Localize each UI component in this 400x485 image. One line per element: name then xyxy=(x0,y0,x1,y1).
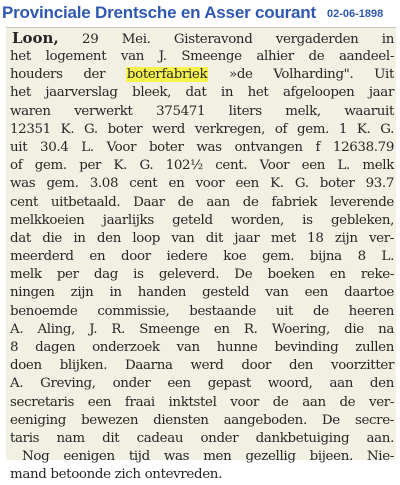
article-line: taris nam dit cadeau onder dankbetuiging aan. xyxy=(10,430,394,446)
article-line: ningen zijn in handen gesteld van een daartoe xyxy=(10,285,394,301)
article-line: 12351 K. G. boter werd verkregen, of gem. 1 K. G. xyxy=(10,121,394,137)
scanned-article xyxy=(6,27,396,483)
article-line: uit 30.4 L. Voor boter was ontvangen f 12638.79 xyxy=(10,139,394,155)
newspaper-title: Provinciale Drentsche en Asser courant xyxy=(2,3,316,22)
article-line: benoemde commissie, bestaande uit de heeren xyxy=(10,303,394,319)
article-line: melkkoeien jaarlijks geteld worden, is gebleken, xyxy=(10,212,394,228)
article-line: A. Aling, J. R. Smeenge en R. Woering, die na xyxy=(10,321,394,337)
article-line: secretaris een fraai inktstel voor de aan de ver- xyxy=(10,394,394,410)
clipping-header xyxy=(2,2,398,24)
article-text: 29 Mei. Gisteravond vergaderden in xyxy=(58,32,394,47)
article-text: »de Volharding". Uit xyxy=(208,67,394,83)
article-line: 8 dagen onderzoek van hunne bevinding zullen xyxy=(10,340,394,355)
article-line xyxy=(10,28,394,48)
article-line: het logement van J. Smeenge alhier de aandeel- xyxy=(10,49,394,64)
article-line: Nog eenigen tijd was men gezellig bijeen. Nie- xyxy=(22,449,394,465)
article-line: of gem. per K. G. 102½ cent. Voor een L. melk xyxy=(10,158,394,174)
publication-date: 02-06-1898 xyxy=(326,8,384,20)
article-line: A. Greving, onder een gepast woord, aan den xyxy=(10,376,394,392)
highlighted-search-term: boterfabriek xyxy=(126,67,208,83)
article-line: cent uitbetaald. Daar de aan de fabriek leverende xyxy=(10,194,394,210)
article-line: meerderd en door iedere koe gem. bijna 8 L. xyxy=(10,249,394,265)
article-body xyxy=(10,28,394,485)
article-line xyxy=(10,66,394,84)
article-line: eeniging bewezen diensten aangeboden. De secre- xyxy=(10,412,394,428)
article-dateline: Loon, xyxy=(12,29,59,47)
article-line: melk per dag is geleverd. De boeken en reke- xyxy=(10,267,394,283)
article-line: mand betoonde zich ontevreden. xyxy=(10,467,222,483)
article-line: het jaarverslag bleek, dat in het afgeloopen jaar xyxy=(10,85,394,101)
article-line: dat die in den loop van dit jaar met 18 zijn ver- xyxy=(10,230,394,246)
article-line: was gem. 3.08 cent en voor een K. G. boter 93.7 xyxy=(10,176,394,192)
article-line: waren verwerkt 375471 liters melk, waaruit xyxy=(10,103,394,119)
article-line: doen blijken. Daarna werd door den voorzitter xyxy=(10,358,394,374)
article-text: houders der xyxy=(10,67,126,83)
